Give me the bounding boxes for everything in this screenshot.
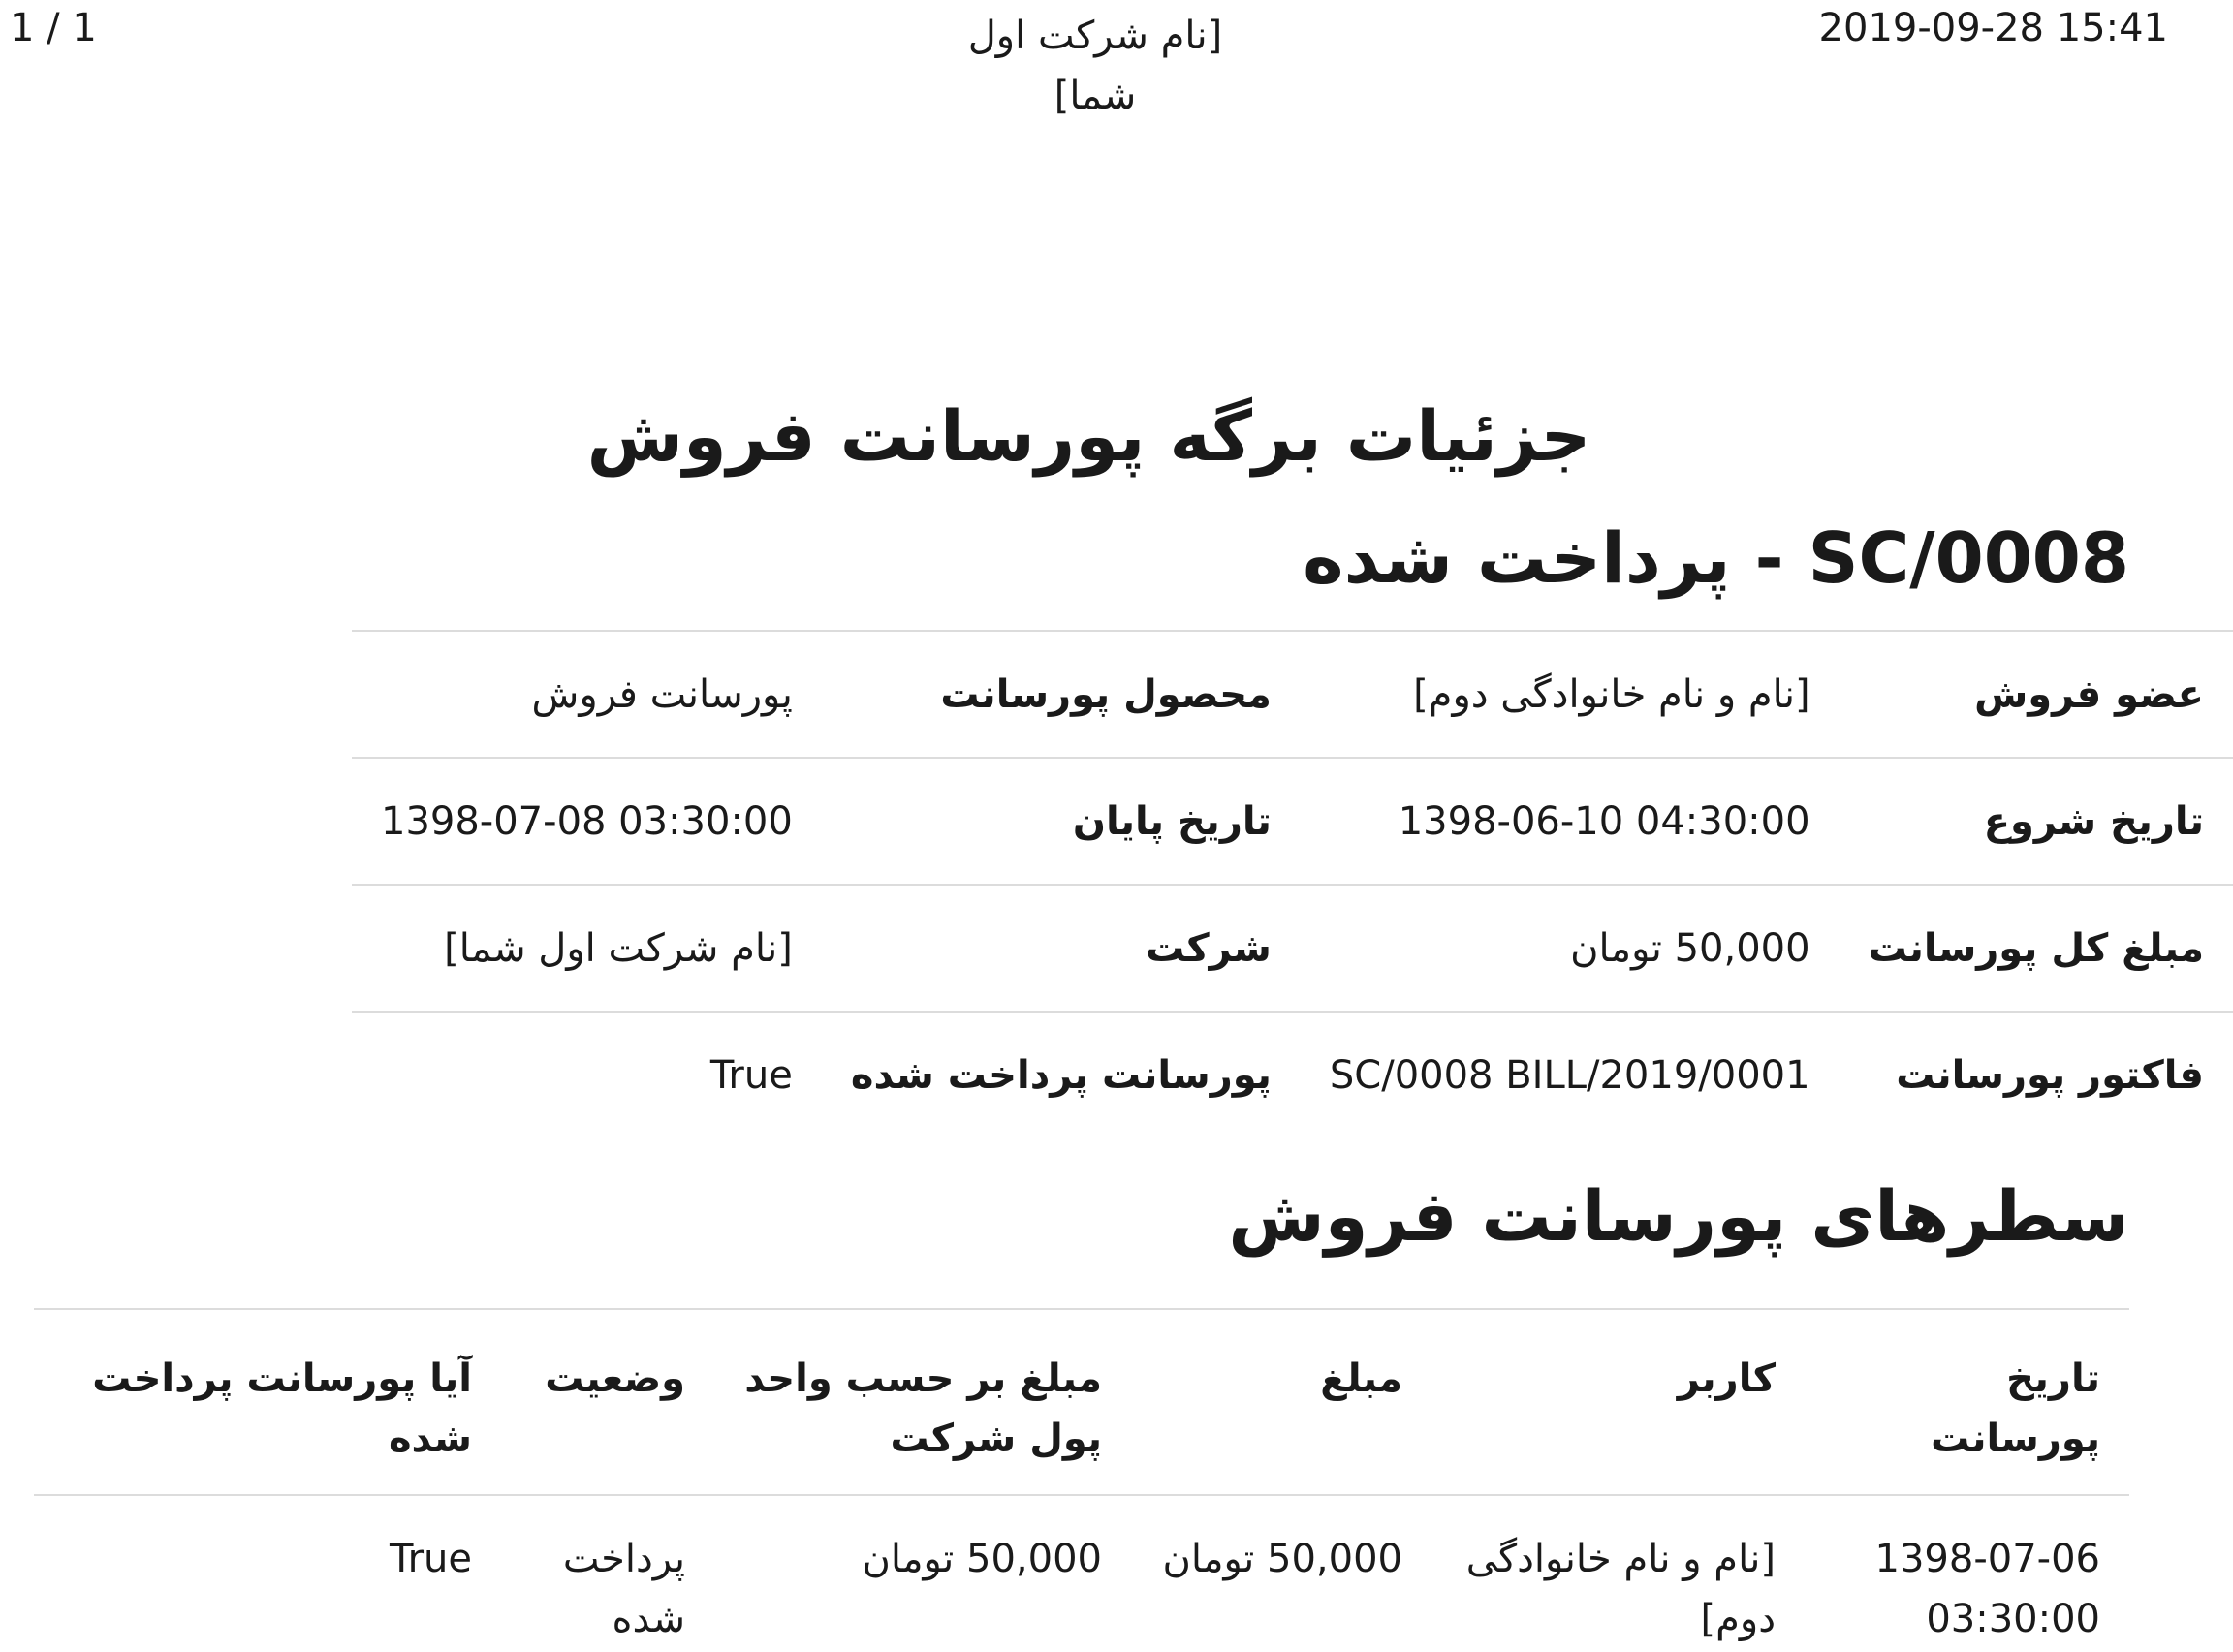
commission-lines-table [34,1308,2129,1649]
cell-amount: 50,000 تومان [1162,1537,1402,1581]
field-value-commission-paid: True [709,1053,793,1098]
field-value-company: [نام شرکت اول شما] [444,925,793,971]
field-value-end-date [352,758,822,885]
field-label-start-date: تاریخ شروع [1983,798,2204,844]
print-header [0,0,2178,126]
page-counter: 1 / 1 [10,6,97,50]
details-row [352,1012,2233,1138]
field-value-total-commission: 50,000 تومان [1570,925,1810,971]
field-label-end-date: تاریخ پایان [1072,798,1272,844]
table-row [34,1495,2129,1649]
field-value-commission-invoice [1301,1012,1840,1138]
cell-commission-date: 1398-07-06 03:30:00 [1874,1537,2100,1641]
field-label-company: شرکت [1146,925,1272,971]
col-header-company-currency-amount: مبلغ بر حسب واحد پول شرکت [714,1309,1131,1495]
commission-invoice-text: SC/0008 BILL/2019/0001 [1329,1053,1810,1098]
cell-user: [نام و نام خانوادگی دوم] [1465,1537,1776,1641]
field-label-commission-product: محصول پورسانت [940,671,1272,717]
field-label-total-commission: مبلغ کل پورسانت [1868,925,2204,971]
col-header-commission-date: تاریخ پورسانت [1805,1309,2129,1495]
field-label-sales-member: عضو فروش [1974,671,2204,717]
col-header-is-paid: آیا پورسانت پرداخت شده [34,1309,501,1495]
details-row [352,758,2233,885]
field-label-commission-paid: پورسانت پرداخت شده [850,1053,1272,1098]
field-value-sales-member: [نام و نام خانوادگی دوم] [1413,671,1810,717]
field-value-start-date [1301,758,1840,885]
cell-status: پرداخت شده [562,1537,685,1641]
print-datetime: 2019-09-28 15:41 [1818,6,2168,50]
end-date-text: 1398-07-08 03:30:00 [381,798,793,844]
col-header-status: وضعیت [501,1309,714,1495]
details-row [352,631,2233,758]
field-value-commission-product: پورسانت فروش [531,671,793,717]
col-header-user: کاربر [1431,1309,1805,1495]
print-company-name: [نام شرکت اول شما] [967,14,1223,118]
cell-company-currency-amount: 50,000 تومان [862,1537,1102,1581]
commission-lines-title: سطرهای پورسانت فروش [1228,1175,2129,1257]
cell-is-paid: True [390,1537,472,1581]
col-header-amount: مبلغ [1131,1309,1431,1495]
page-title: جزئیات برگه پورسانت فروش [586,395,1591,477]
field-label-commission-invoice: فاکتور پورسانت [1896,1053,2204,1098]
commission-details-table [352,630,2233,1138]
details-row [352,885,2233,1012]
start-date-text: 1398-06-10 04:30:00 [1398,798,1810,844]
record-title: SC/0008 - پرداخت شده [1303,517,2129,599]
table-header-row [34,1309,2129,1495]
